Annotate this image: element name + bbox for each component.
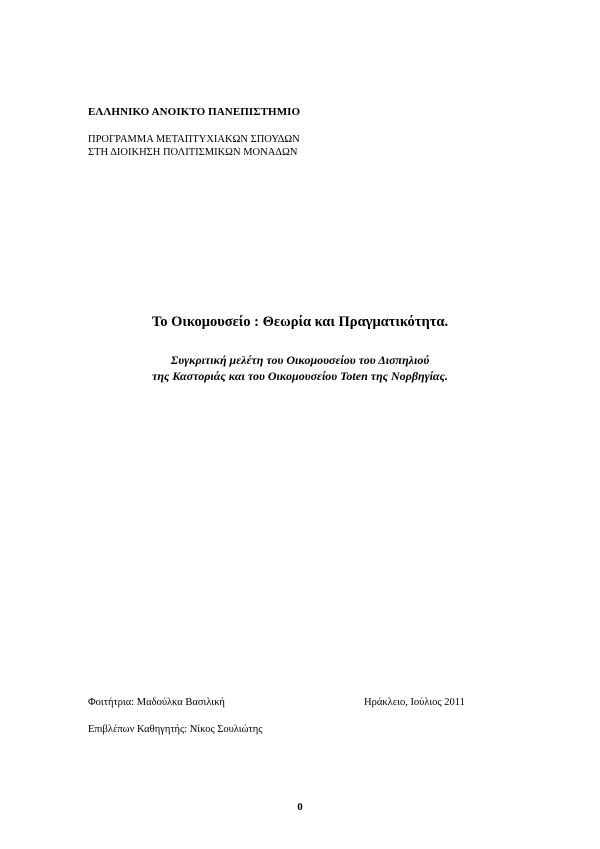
subtitle-line-2: της Καστοριάς και του Οικομουσείου Toten της Νορβηγίας. (152, 369, 448, 383)
supervisor-name: Επιβλέπων Καθηγητής: Νίκος Σουλιώτης (88, 724, 263, 735)
thesis-title: Το Οικομουσείο : Θεωρία και Πραγματικότητα. (151, 314, 449, 330)
university-name: ΕΛΛΗΝΙΚΟ ΑΝΟΙΚΤΟ ΠΑΝΕΠΙΣΤΗΜΙΟ (88, 106, 301, 118)
subtitle-line-1: Συγκριτική μελέτη του Οικομουσείου του Δισπηλιού (170, 353, 430, 367)
place-date: Ηράκλειο, Ιούλιος 2011 (364, 697, 465, 708)
student-name: Φοιτήτρια: Μαδούλκα Βασιλική (88, 697, 225, 708)
program-line-2: ΣΤΗ ΔΙΟΙΚΗΣΗ ΠΟΛΙΤΙΣΜΙΚΩΝ ΜΟΝΑΔΩΝ (88, 147, 298, 158)
program-name (88, 133, 300, 159)
page-number: 0 (297, 801, 303, 813)
program-line-1: ΠΡΟΓΡΑΜΜΑ ΜΕΤΑΠΤΥΧΙΑΚΩΝ ΣΠΟΥΔΩΝ (88, 134, 300, 145)
thesis-subtitle (0, 352, 600, 384)
